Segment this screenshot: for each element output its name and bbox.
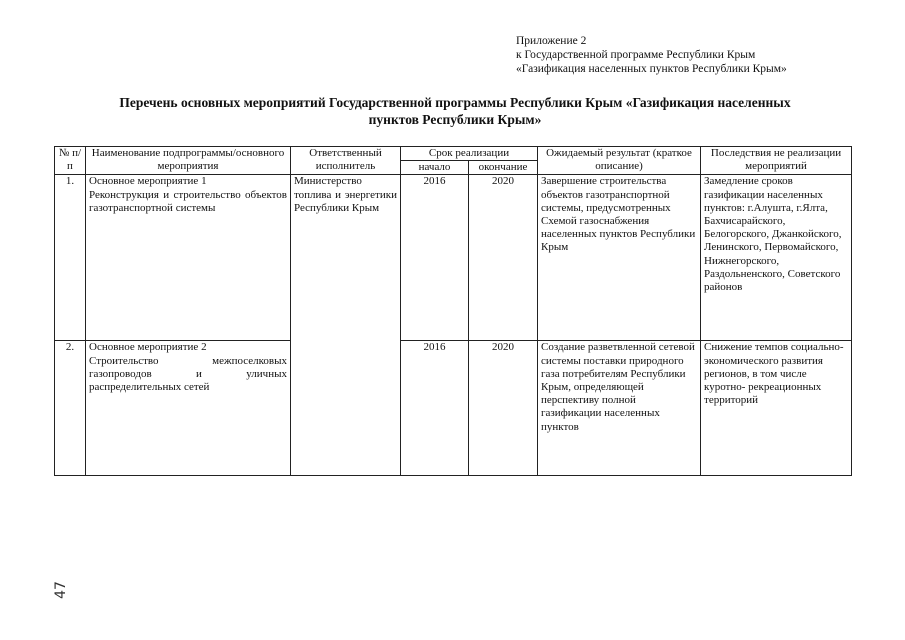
header-result: Ожидаемый результат (краткое описание)	[538, 147, 701, 175]
table-row	[55, 341, 852, 476]
row-result: Создание разветвленной сетевой системы поставки природного газа потребителям Республики Крым, определяющей перспективу полной газификации населенных пунктов	[538, 341, 701, 476]
executor-text: Министерство топлива и энергетики Республики Крым	[294, 175, 397, 214]
table-row	[55, 175, 852, 341]
title-line-2: пунктов Республики Крым»	[368, 112, 542, 127]
header-consequences: Последствия не реализации мероприятий	[701, 147, 852, 175]
document-title	[60, 94, 850, 128]
row-name-cell	[86, 175, 291, 341]
header-executor: Ответственный исполнитель	[291, 147, 401, 175]
row-end: 2020	[469, 175, 538, 341]
row-name-text: Реконструкция и строительство объектов газотранспортной системы	[89, 188, 287, 214]
row-name-text: Строительство межпоселковых газопроводов и уличных распределительных сетей	[89, 354, 287, 394]
header-num: № п/п	[55, 147, 86, 175]
appendix-line-1: Приложение 2	[516, 35, 587, 47]
row-result: Завершение строительства объектов газотранспортной системы, предусмотренных Схемой газоснабжения населенных пунктов Республики Крым	[538, 175, 701, 341]
row-start: 2016	[401, 341, 469, 476]
header-start: начало	[401, 161, 469, 175]
row-name-title: Основное мероприятие 2	[89, 341, 207, 354]
header-period: Срок реализации	[401, 147, 538, 161]
row-num: 2.	[55, 341, 86, 476]
activities-table	[54, 146, 852, 476]
header-end: окончание	[469, 161, 538, 175]
title-line-1: Перечень основных мероприятий Государственной программы Республики Крым «Газификация населенных	[119, 95, 791, 110]
row-consequences: Снижение темпов социально-экономического развития регионов, в том числе куротно- рекреационных территорий	[701, 341, 852, 476]
appendix-note	[516, 34, 787, 76]
row-name-title: Основное мероприятие 1	[89, 175, 207, 188]
page-number: 47	[52, 581, 69, 599]
row-consequences: Замедление сроков газификации населенных пунктов: г.Алушта, г.Ялта, Бахчисарайского, Белогорского, Джанкойского, Ленинского, Первомайского, Нижнегорского, Раздольненского, Советского районов	[701, 175, 852, 341]
header-name: Наименование подпрограммы/основного мероприятия	[86, 147, 291, 175]
row-name-cell	[86, 341, 291, 476]
appendix-line-3: «Газификация населенных пунктов Республики Крым»	[516, 63, 787, 75]
row-start: 2016	[401, 175, 469, 341]
row-end: 2020	[469, 341, 538, 476]
row-executor	[291, 175, 401, 476]
appendix-line-2: к Государственной программе Республики Крым	[516, 49, 756, 61]
row-num: 1.	[55, 175, 86, 341]
